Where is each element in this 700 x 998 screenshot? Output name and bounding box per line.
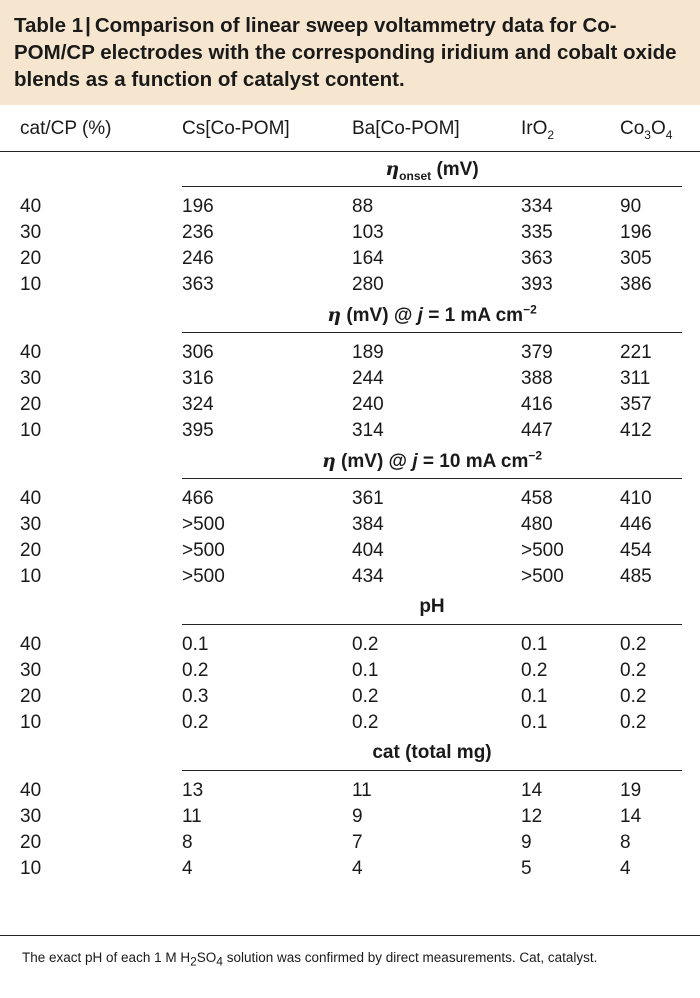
table-section [0,736,700,882]
cell-cs-co-pom: >500 [182,540,225,561]
table-row [0,512,700,538]
table-row [0,194,700,220]
section-title [182,152,682,187]
cell-ba-co-pom: 0.2 [352,712,379,733]
cell-iro2: 14 [521,780,543,801]
table-row [0,830,700,856]
cell-cs-co-pom: 363 [182,274,214,295]
cell-ba-co-pom: 11 [352,780,372,801]
cell-cat-cp: 30 [20,222,42,243]
table-section [0,298,700,444]
cell-cat-cp: 20 [20,394,42,415]
cell-co3o4: 0.2 [620,660,647,681]
cell-cs-co-pom: 0.2 [182,660,209,681]
cell-cs-co-pom: 0.1 [182,634,209,655]
cell-cat-cp: 40 [20,196,42,217]
cell-co3o4: 412 [620,420,652,441]
cell-cs-co-pom: >500 [182,514,225,535]
eta-subscript: onset [399,168,432,183]
cell-ba-co-pom: 0.2 [352,686,379,707]
cell-ba-co-pom: 88 [352,196,374,217]
table-row [0,340,700,366]
title-mid: (mV) @ [341,305,418,326]
section-title-text [372,742,491,764]
column-header-ba-co-pom: Ba[Co-POM] [352,118,460,139]
footnote-part-3: solution was confirmed by direct measurements. Cat, catalyst. [222,950,598,965]
cell-cat-cp: 40 [20,488,42,509]
cell-co3o4: 446 [620,514,652,535]
cell-co3o4: 90 [620,196,642,217]
eta-symbol: η [385,158,400,180]
table-row [0,246,700,272]
table-caption-box [0,0,700,105]
column-header-co3o4 [620,118,672,140]
cell-cs-co-pom: 324 [182,394,214,415]
table-row [0,778,700,804]
cell-cat-cp: 10 [20,420,42,441]
cell-iro2: 5 [521,858,532,879]
table-row [0,220,700,246]
title-rest: = 10 mA cm [417,451,529,472]
cell-iro2: 0.1 [521,634,548,655]
cell-cs-co-pom: 196 [182,196,214,217]
section-title-text [419,596,444,618]
section-title [182,736,682,771]
cell-cat-cp: 40 [20,780,42,801]
cell-iro2: 458 [521,488,553,509]
cell-iro2: 0.2 [521,660,548,681]
cell-cat-cp: 10 [20,858,42,879]
table-row [0,684,700,710]
cell-ba-co-pom: 103 [352,222,384,243]
cell-iro2: 363 [521,248,553,269]
column-header-iro2 [521,118,554,140]
cell-co3o4: 357 [620,394,652,415]
cell-cs-co-pom: 395 [182,420,214,441]
table-row [0,658,700,684]
cell-iro2: 379 [521,342,553,363]
cell-ba-co-pom: 240 [352,394,384,415]
cell-co3o4: 0.2 [620,712,647,733]
table-section [0,590,700,736]
cell-cat-cp: 20 [20,686,42,707]
cell-co3o4: 14 [620,806,642,827]
cell-co3o4: 0.2 [620,634,647,655]
table-row [0,710,700,736]
table-row [0,272,700,298]
column-header-row [0,105,700,152]
cell-cat-cp: 20 [20,832,42,853]
cell-cs-co-pom: >500 [182,566,225,587]
co3o4-sub2: 4 [665,127,673,142]
title-mid: (mV) @ [335,451,413,472]
cell-cat-cp: 30 [20,806,42,827]
co3o4-part-a: Co [620,118,645,139]
cell-co3o4: 305 [620,248,652,269]
cell-co3o4: 0.2 [620,686,647,707]
cell-co3o4: 221 [620,342,652,363]
cell-co3o4: 454 [620,540,652,561]
cell-cat-cp: 20 [20,248,42,269]
cell-cat-cp: 10 [20,566,42,587]
footnote-sub-2: 4 [216,954,223,969]
cell-ba-co-pom: 0.1 [352,660,379,681]
cell-ba-co-pom: 314 [352,420,384,441]
cell-ba-co-pom: 7 [352,832,363,853]
cell-cat-cp: 10 [20,274,42,295]
section-rows [0,333,700,444]
cell-cs-co-pom: 4 [182,858,193,879]
cell-cs-co-pom: 13 [182,780,204,801]
cell-cat-cp: 30 [20,660,42,681]
section-rows [0,187,700,298]
cell-cat-cp: 40 [20,634,42,655]
cell-ba-co-pom: 434 [352,566,384,587]
cell-cat-cp: 30 [20,514,42,535]
cell-ba-co-pom: 384 [352,514,384,535]
table-row [0,392,700,418]
table-section [0,444,700,590]
section-title [182,590,682,625]
title-rest: pH [419,596,445,617]
cell-ba-co-pom: 4 [352,858,363,879]
cell-iro2: >500 [521,566,564,587]
cell-iro2: 416 [521,394,553,415]
cell-co3o4: 485 [620,566,652,587]
cell-ba-co-pom: 404 [352,540,384,561]
cell-ba-co-pom: 361 [352,488,384,509]
cell-iro2: 334 [521,196,553,217]
table-row [0,564,700,590]
cell-co3o4: 386 [620,274,652,295]
cell-ba-co-pom: 244 [352,368,384,389]
section-rows [0,625,700,736]
current-density-symbol: j [417,305,423,326]
cell-co3o4: 196 [620,222,652,243]
table-row [0,538,700,564]
table-row [0,804,700,830]
table-section [0,152,700,298]
eta-symbol: η [321,450,336,472]
table-row [0,366,700,392]
cell-co3o4: 311 [620,368,651,389]
column-header-cs-co-pom: Cs[Co-POM] [182,118,290,139]
cell-co3o4: 4 [620,858,631,879]
title-superscript: −2 [528,448,543,463]
cell-cs-co-pom: 0.3 [182,686,209,707]
cell-cs-co-pom: 466 [182,488,214,509]
section-rows [0,771,700,882]
footnote-part-2: SO [196,950,217,965]
footnote-sub-1: 2 [190,954,197,969]
table-row [0,632,700,658]
cell-cs-co-pom: 246 [182,248,214,269]
iro2-subscript: 2 [547,127,555,142]
cell-iro2: 388 [521,368,553,389]
cell-ba-co-pom: 189 [352,342,384,363]
table-row [0,486,700,512]
cell-co3o4: 410 [620,488,652,509]
cell-cat-cp: 40 [20,342,42,363]
cell-co3o4: 8 [620,832,631,853]
cell-ba-co-pom: 280 [352,274,384,295]
eta-symbol: η [327,304,342,326]
current-density-symbol: j [412,451,418,472]
table-caption [14,12,686,93]
section-rows [0,479,700,590]
cell-co3o4: 19 [620,780,642,801]
cell-ba-co-pom: 164 [352,248,384,269]
cell-iro2: 335 [521,222,553,243]
cell-iro2: 393 [521,274,553,295]
cell-ba-co-pom: 9 [352,806,363,827]
table-body [0,152,700,882]
title-rest: (mV) [431,159,479,180]
iro2-base: IrO [521,118,548,139]
cell-iro2: >500 [521,540,564,561]
cell-iro2: 0.1 [521,686,548,707]
column-header-cat-cp: cat/CP (%) [20,118,112,139]
cell-cat-cp: 30 [20,368,42,389]
section-title [182,444,682,479]
cell-cs-co-pom: 8 [182,832,193,853]
title-rest: cat (total mg) [372,742,492,763]
cell-cat-cp: 10 [20,712,42,733]
table-label: Table 1 [14,14,84,37]
cell-iro2: 0.1 [521,712,548,733]
table-title: Comparison of linear sweep voltammetry data for Co-POM/CP electrodes with the corresponding iridium and cobalt oxide blends as a function of catalyst content. [14,14,677,91]
footnote-part-1: The exact pH of each 1 M H [22,950,191,965]
cell-cs-co-pom: 236 [182,222,214,243]
section-title [182,298,682,333]
co3o4-part-b: O [650,118,666,139]
cell-ba-co-pom: 0.2 [352,634,379,655]
cell-iro2: 12 [521,806,543,827]
section-title-text [327,304,537,327]
cell-iro2: 9 [521,832,532,853]
cell-cs-co-pom: 306 [182,342,214,363]
caption-separator: | [85,14,91,37]
cell-iro2: 447 [521,420,553,441]
section-title-text [322,450,542,473]
title-superscript: −2 [523,302,537,317]
table-row [0,856,700,882]
cell-iro2: 480 [521,514,553,535]
section-title-text [385,158,478,181]
cell-cs-co-pom: 316 [182,368,214,389]
cell-cat-cp: 20 [20,540,42,561]
cell-cs-co-pom: 0.2 [182,712,209,733]
title-rest: = 1 mA cm [422,305,524,326]
cell-cs-co-pom: 11 [182,806,202,827]
co3o4-sub1: 3 [644,127,651,142]
table-row [0,418,700,444]
table-footnote [0,935,700,969]
